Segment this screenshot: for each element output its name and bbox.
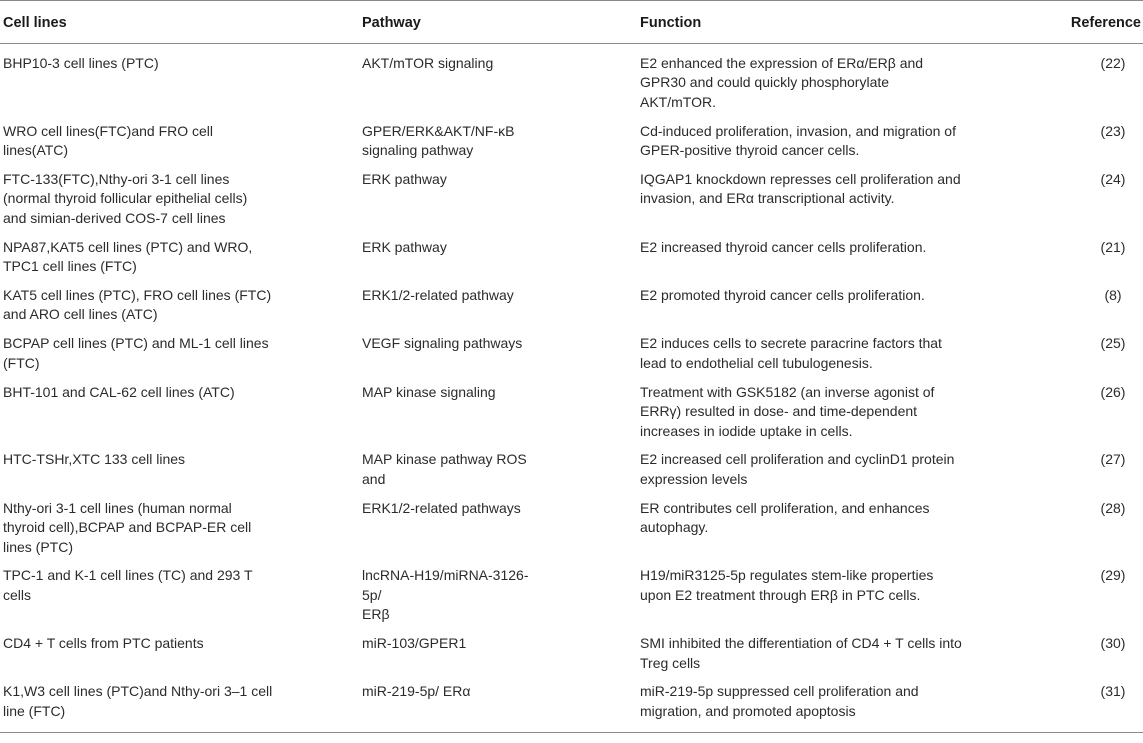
table-row xyxy=(0,678,1143,733)
function-value: E2 increased cell proliferation and cyclinD1 protein expression levels xyxy=(640,451,955,487)
table-row xyxy=(0,630,1143,678)
table-row xyxy=(0,282,1143,330)
function-value: E2 promoted thyroid cancer cells proliferation. xyxy=(640,287,925,304)
function-value: ER contributes cell proliferation, and enhances autophagy. xyxy=(640,499,930,536)
pathway-value: MAP kinase signaling xyxy=(362,383,496,400)
cell-lines-value: CD4 + T cells from PTC patients xyxy=(3,635,204,652)
reference-link[interactable]: (27) xyxy=(1100,451,1126,468)
table-row xyxy=(0,166,1143,234)
pathway-value: GPER/ERK&AKT/NF-κB signaling pathway xyxy=(362,122,515,159)
reference-link[interactable]: (22) xyxy=(1100,55,1126,71)
pathway-value: VEGF signaling pathways xyxy=(362,335,523,352)
table-row xyxy=(0,446,1143,494)
pathway-value: ERK pathway xyxy=(362,171,447,188)
cell-lines-value: K1,W3 cell lines (PTC)and Nthy-ori 3–1 cell line (FTC) xyxy=(0,678,359,733)
function-value: Treatment with GSK5182 (an inverse agonist of ERRγ) resulted in dose- and time-dependent increases in iodide uptake in cells. xyxy=(640,383,935,439)
table-row xyxy=(0,562,1143,630)
cell-lines-value: NPA87,KAT5 cell lines (PTC) and WRO, TPC1 cell lines (FTC) xyxy=(3,238,253,275)
cell-lines-value: Nthy-ori 3-1 cell lines (human normal thyroid cell),BCPAP and BCPAP-ER cell lines (PTC) xyxy=(3,499,252,555)
header-pathway: Pathway xyxy=(359,1,637,44)
function-value: IQGAP1 knockdown represses cell proliferation and invasion, and ERα transcriptional activity. xyxy=(640,171,961,207)
cell-lines-value: HTC-TSHr,XTC 133 cell lines xyxy=(3,451,186,468)
reference-link[interactable]: (29) xyxy=(1100,567,1126,584)
header-row xyxy=(0,1,1143,44)
reference-link[interactable]: (25) xyxy=(1100,335,1126,352)
pathway-value: lncRNA-H19/miRNA-3126- 5p/ ERβ xyxy=(362,567,529,623)
table-row xyxy=(0,117,1143,165)
cell-lines-value: BCPAP cell lines (PTC) and ML-1 cell lines (FTC) xyxy=(3,335,269,371)
function-value: E2 induces cells to secrete paracrine factors that lead to endothelial cell tubulogenesis. xyxy=(640,335,942,371)
cell-lines-value: BHP10-3 cell lines (PTC) xyxy=(3,55,159,71)
reference-link[interactable]: (23) xyxy=(1100,122,1126,139)
reference-link[interactable]: (28) xyxy=(1100,499,1126,516)
cell-lines-value: KAT5 cell lines (PTC), FRO cell lines (FTC) and ARO cell lines (ATC) xyxy=(3,287,272,323)
function-value: miR-219-5p suppressed cell proliferation and migration, and promoted apoptosis xyxy=(637,678,1043,733)
pathway-value: AKT/mTOR signaling xyxy=(362,55,494,71)
header-cell-lines: Cell lines xyxy=(0,1,359,44)
header-reference: Reference xyxy=(1043,1,1143,44)
table-body xyxy=(0,44,1143,733)
cell-lines-value: BHT-101 and CAL-62 cell lines (ATC) xyxy=(3,383,235,400)
function-value: H19/miR3125-5p regulates stem-like properties upon E2 treatment through ERβ in PTC cells. xyxy=(640,567,934,603)
function-value: E2 increased thyroid cancer cells proliferation. xyxy=(640,238,927,255)
function-value: SMI inhibited the differentiation of CD4 + T cells into Treg cells xyxy=(640,635,962,671)
function-value: E2 enhanced the expression of ERα/ERβ and GPR30 and could quickly phosphorylate AKT/mTOR. xyxy=(640,55,924,110)
pathway-value: ERK pathway xyxy=(362,238,447,255)
reference-link[interactable]: (21) xyxy=(1100,238,1126,255)
table-row xyxy=(0,330,1143,378)
cell-lines-value: WRO cell lines(FTC)and FRO cell lines(ATC) xyxy=(3,122,214,159)
function-value: Cd-induced proliferation, invasion, and migration of GPER-positive thyroid cancer cells. xyxy=(640,122,956,159)
reference-link[interactable]: (31) xyxy=(1043,678,1143,733)
pathway-value: MAP kinase pathway ROS and xyxy=(362,451,527,487)
pathway-value: ERK1/2-related pathways xyxy=(362,499,521,516)
reference-link[interactable]: (30) xyxy=(1100,635,1126,652)
table-row xyxy=(0,494,1143,562)
table-row xyxy=(0,44,1143,118)
reference-link[interactable]: (26) xyxy=(1100,383,1126,400)
pathway-value: ERK1/2-related pathway xyxy=(362,287,514,304)
reference-link[interactable]: (8) xyxy=(1104,287,1122,304)
cell-lines-value: TPC-1 and K-1 cell lines (TC) and 293 T cells xyxy=(3,567,253,603)
pathway-value: miR-219-5p/ ERα xyxy=(359,678,637,733)
table-row xyxy=(0,378,1143,446)
table-row xyxy=(0,233,1143,281)
cell-lines-value: FTC-133(FTC),Nthy-ori 3-1 cell lines (normal thyroid follicular epithelial cells) and simian-derived COS-7 cell lines xyxy=(3,171,248,226)
table-header xyxy=(0,1,1143,44)
header-function: Function xyxy=(637,1,1043,44)
pathway-value: miR-103/GPER1 xyxy=(362,635,467,652)
reference-link[interactable]: (24) xyxy=(1100,171,1126,188)
